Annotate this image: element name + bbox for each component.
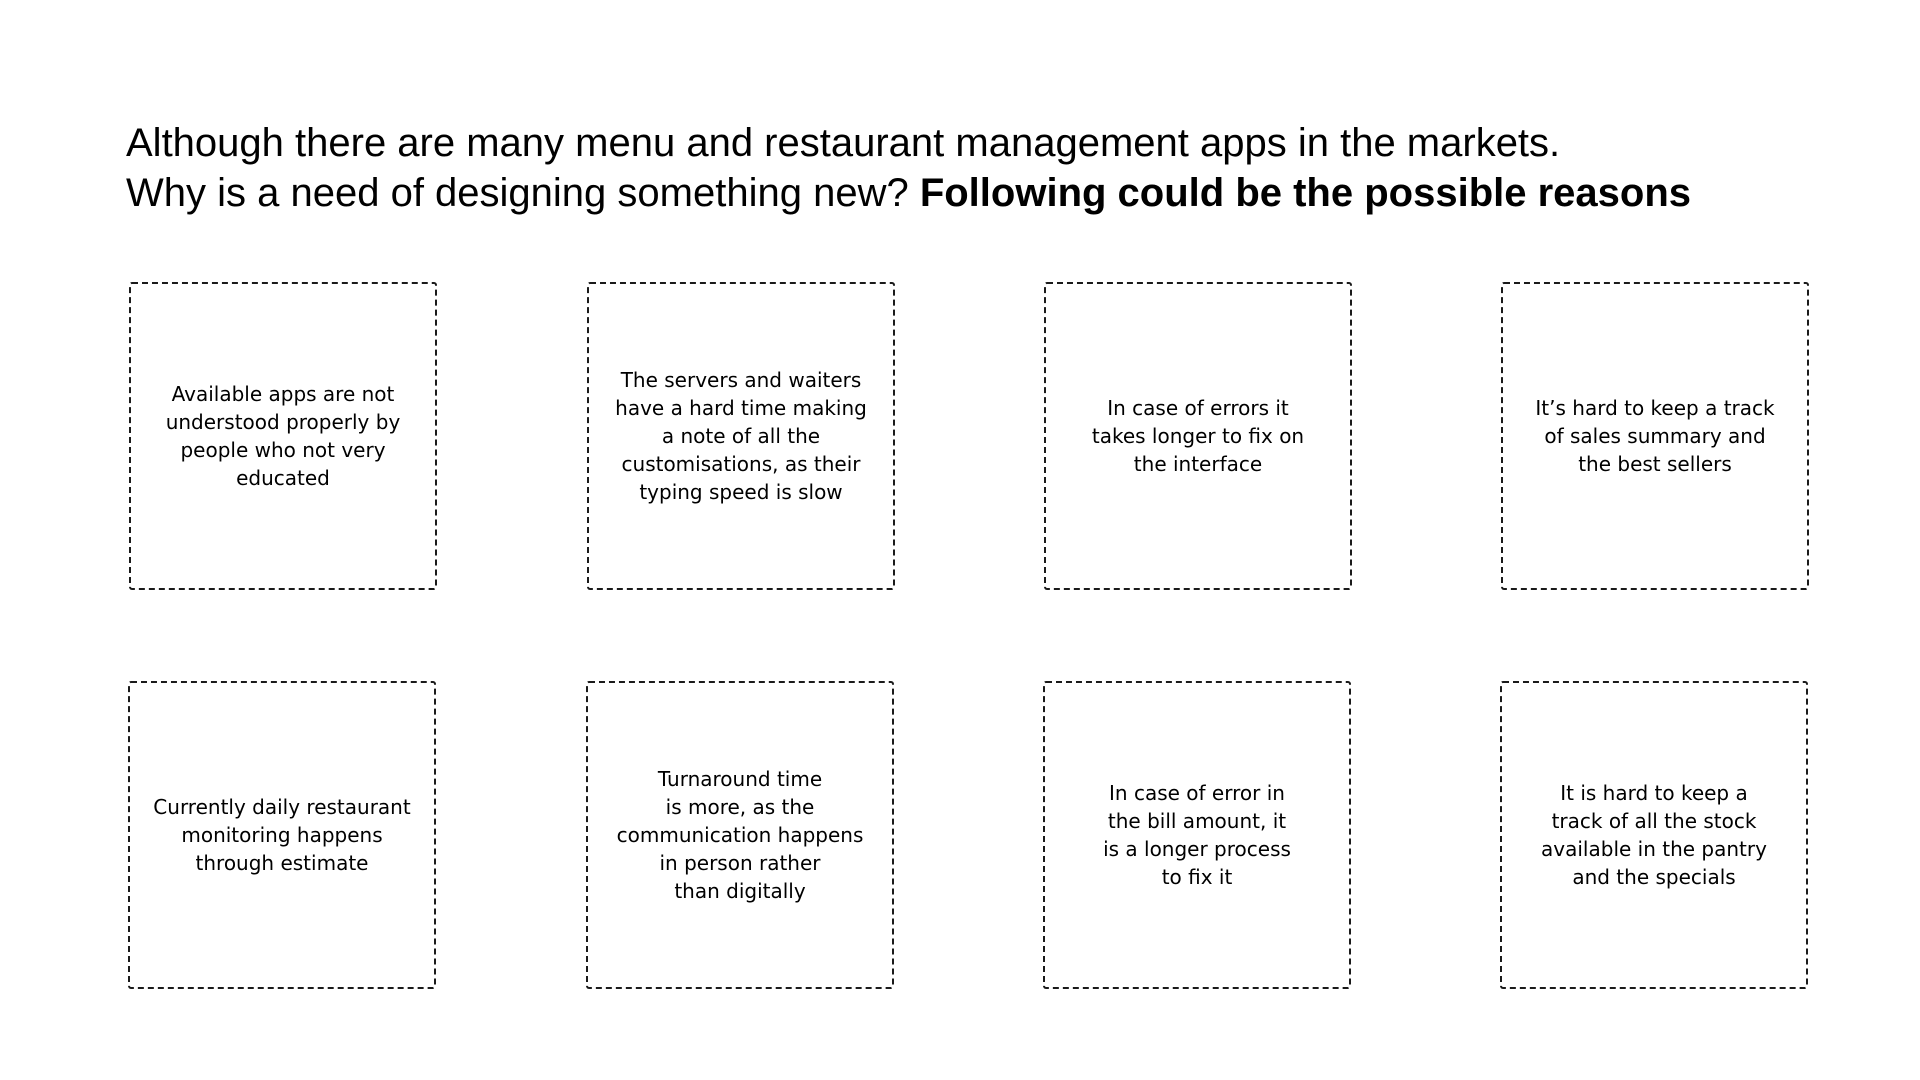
reason-card-4 bbox=[1501, 282, 1809, 590]
reason-card-text: It is hard to keep a track of all the stock available in the pantry and the specials bbox=[1541, 781, 1767, 889]
reason-card-text: The servers and waiters have a hard time making a note of all the customisations, as their typing speed is slow bbox=[615, 368, 867, 504]
reason-card-7 bbox=[1043, 681, 1351, 989]
reason-card-8 bbox=[1500, 681, 1808, 989]
heading-question: Why is a need of designing something new? bbox=[126, 171, 920, 215]
page-heading bbox=[126, 118, 1826, 218]
heading-line-2 bbox=[126, 168, 1826, 218]
reason-card-text: Available apps are not understood properly by people who not very educated bbox=[165, 382, 401, 490]
reason-card-text: It’s hard to keep a track of sales summary and the best sellers bbox=[1535, 396, 1775, 476]
reason-card-6 bbox=[586, 681, 894, 989]
reason-card-2 bbox=[587, 282, 895, 590]
reason-card-text: In case of errors it takes longer to fix on the interface bbox=[1091, 396, 1305, 476]
heading-line-1: Although there are many menu and restaurant management apps in the markets. bbox=[126, 121, 1561, 165]
reason-card-5 bbox=[128, 681, 436, 989]
heading-emphasis: Following could be the possible reasons bbox=[919, 171, 1692, 215]
reason-card-text: In case of error in the bill amount, it is a longer process to fix it bbox=[1103, 781, 1291, 889]
reason-card-text: Turnaround time is more, as the communication happens in person rather than digitally bbox=[616, 767, 864, 903]
reason-card-3 bbox=[1044, 282, 1352, 590]
reason-card-1 bbox=[129, 282, 437, 590]
reason-card-text: Currently daily restaurant monitoring happens through estimate bbox=[153, 795, 411, 875]
